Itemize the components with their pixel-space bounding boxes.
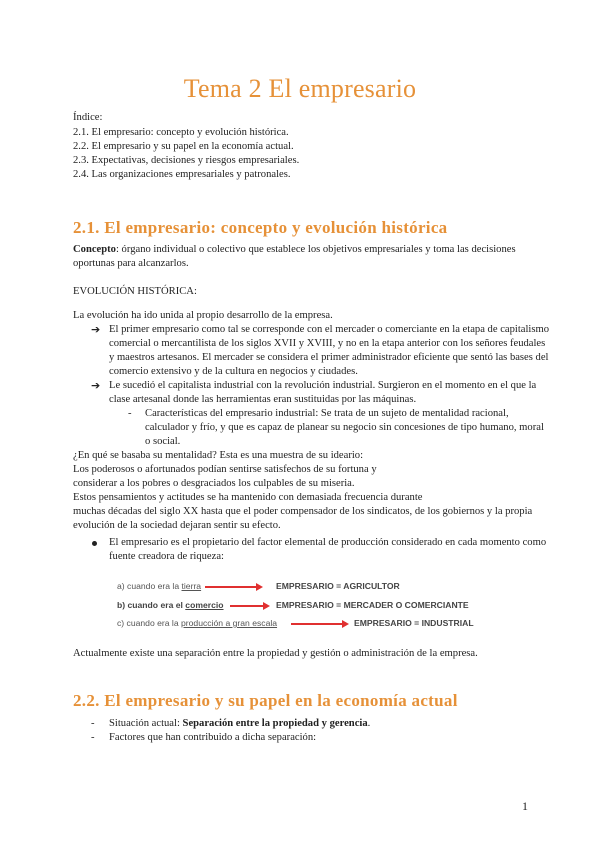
mentality-line: muchas décadas del siglo XX hasta que el poder compensador de los sindicatos, de los gobiernos y la propia xyxy=(73,506,533,517)
mentality-line: Estos pensamientos y actitudes se ha mantenido con demasiada frecuencia durante xyxy=(73,492,423,503)
red-arrow-icon xyxy=(291,623,343,625)
concept-label: Concepto xyxy=(73,244,116,255)
index-item: 2.1. El empresario: concepto y evolución histórica. xyxy=(73,127,289,138)
dash-bullet-icon: - xyxy=(91,718,95,729)
section2-item-bold: Separación entre la propiedad y gerencia xyxy=(182,718,368,729)
arrow-item-line: El primer empresario como tal se corresponde con el mercader o comerciante en la etapa de capitalismo xyxy=(109,324,550,335)
index-label: Índice: xyxy=(73,112,103,123)
arrow-item-line: y maestros artesanos. El mercader se considera el primer administrador eficiente que sentó las bases del xyxy=(109,352,549,363)
mentality-line: evolución de la sociedad dejaran sentir su efecto. xyxy=(73,520,281,531)
bullet-icon xyxy=(92,541,97,546)
index-item: 2.2. El empresario y su papel en la economía actual. xyxy=(73,141,294,152)
closing-paragraph: Actualmente existe una separación entre la propiedad y gestión o administración de la empresa. xyxy=(73,648,478,659)
evolution-heading: EVOLUCIÓN HISTÓRICA: xyxy=(73,286,197,297)
section2-item-end: . xyxy=(367,718,371,729)
diagram-row-result: EMPRESARIO = MERCADER O COMERCIANTE xyxy=(276,600,469,610)
document-title: Tema 2 El empresario xyxy=(183,74,417,103)
red-arrow-icon xyxy=(205,586,257,588)
diagram-row-label xyxy=(117,618,277,628)
mentality-line: ¿En qué se basaba su mentalidad? Esta es una muestra de su ideario: xyxy=(73,450,364,461)
diagram-row-prefix: b) cuando era el xyxy=(117,600,186,610)
red-arrow-icon xyxy=(230,605,264,607)
mentality-line: considerar a los pobres o desgraciados los culpables de su miseria. xyxy=(73,478,355,489)
section2-item: Factores que han contribuido a dicha separación: xyxy=(109,732,317,743)
arrow-item-line: comercio extensivo y de la cultura en negocios y ciudades. xyxy=(109,366,358,377)
section-heading: 2.2. El empresario y su papel en la economía actual xyxy=(73,691,458,710)
diagram-row-result: EMPRESARIO = AGRICULTOR xyxy=(276,581,400,591)
diagram-row-label xyxy=(117,600,224,610)
section2-item-text: Situación actual: xyxy=(109,718,183,729)
arrow-item-line: Le sucedió el capitalista industrial con la revolución industrial. Surgieron en el momento en el que la xyxy=(109,380,537,391)
index-item: 2.4. Las organizaciones empresariales y patronales. xyxy=(73,169,291,180)
bullet-item-line: El empresario es el propietario del factor elemental de producción considerado en cada momento como xyxy=(109,537,547,548)
index-item: 2.3. Expectativas, decisiones y riesgos empresariales. xyxy=(73,155,300,166)
evolution-intro: La evolución ha ido unida al propio desarrollo de la empresa. xyxy=(73,310,333,321)
arrow-bullet-icon: ➔ xyxy=(91,379,101,392)
concept-paragraph xyxy=(73,243,516,257)
arrow-item-line: clase artesanal donde las herramientas eran sustituidas por las máquinas. xyxy=(109,394,417,405)
arrow-item-line: comercial o mercantilista de los siglos XVII y XVIII, y no en la etapa anterior con los señores feudales xyxy=(109,338,546,349)
dash-bullet-icon: - xyxy=(128,408,132,419)
concept-text: : órgano individual o colectivo que establece los objetivos empresariales y toma las decisiones xyxy=(115,244,516,255)
diagram-row-keyword: producción a gran escala xyxy=(181,618,278,628)
dash-item-line: o social. xyxy=(145,436,181,447)
mentality-line: Los poderosos o afortunados podían sentirse satisfechos de su fortuna y xyxy=(73,464,377,475)
page-number: 1 xyxy=(522,799,528,813)
bullet-item-line: fuente creadora de riqueza: xyxy=(109,551,224,562)
diagram-row-keyword: tierra xyxy=(181,581,202,591)
diagram-row-result: EMPRESARIO = INDUSTRIAL xyxy=(354,618,474,628)
dash-bullet-icon: - xyxy=(91,732,95,743)
diagram-row-prefix: c) cuando era la xyxy=(117,618,182,628)
section2-item xyxy=(109,717,370,731)
arrow-bullet-icon: ➔ xyxy=(91,323,101,336)
dash-item-line: Características del empresario industrial: Se trata de un sujeto de mentalidad racional, xyxy=(145,408,509,419)
diagram-row-keyword: comercio xyxy=(185,600,224,610)
diagram-row-prefix: a) cuando era la xyxy=(117,581,182,591)
section-heading: 2.1. El empresario: concepto y evolución histórica xyxy=(73,218,448,237)
diagram-row-label xyxy=(117,581,201,591)
dash-item-line: calculador y frío, y que es capaz de planear su negocio sin concesiones de tipo humano, moral xyxy=(145,422,544,433)
concept-text-continued: oportunas para alcanzarlos. xyxy=(73,258,189,269)
